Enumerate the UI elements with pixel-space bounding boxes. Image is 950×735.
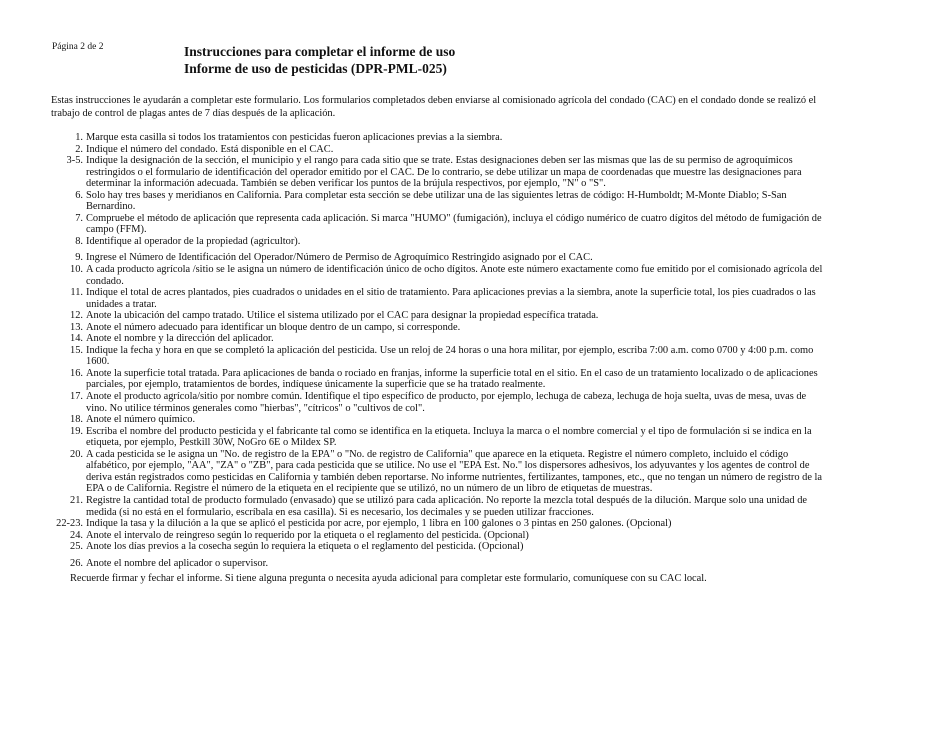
item-number: 24. bbox=[70, 529, 83, 541]
item-text: A cada producto agrícola /sitio se le asigna un número de identificación único de ocho dígitos. Anote este número exactamente como fue emitido por el comisionado agrícola del condado. bbox=[86, 264, 823, 287]
list-item bbox=[50, 426, 840, 449]
list-item bbox=[50, 541, 840, 553]
list-item bbox=[50, 322, 840, 334]
item-text: Registre la cantidad total de producto formulado (envasado) que se utilizó para cada aplicación. No reporte la mezcla total después de la dilución. Marque solo una unidad de medida (si no está en el formulario, escríbala en esa casilla). Si es necesario, los decimales y se pueden utilizar fracciones. bbox=[86, 494, 808, 518]
item-text: Anote el producto agrícola/sitio por nombre común. Identifique el tipo específico de producto, por ejemplo, lechuga de cabeza, lechuga de hoja suelta, uvas de mesa, uvas de vino. No utilice términos generales como "hierbas", "cítricos" o "cultivos de col". bbox=[86, 391, 807, 414]
list-item bbox=[50, 287, 840, 310]
item-text: Escriba el nombre del producto pesticida y el fabricante tal como se identifica en la etiqueta. Incluya la marca o el nombre comercial y el tipo de formulación si se indica en la etiqueta, por ejemplo, Pestkill 30W, NoGro 6E o Mildex SP. bbox=[86, 425, 812, 449]
item-number: 3-5. bbox=[66, 155, 83, 167]
list-item bbox=[50, 518, 840, 530]
item-text: Anote el número adecuado para identificar un bloque dentro de un campo, si corresponde. bbox=[86, 321, 461, 333]
item-number: 21. bbox=[70, 494, 83, 506]
item-text: Anote la superficie total tratada. Para aplicaciones de banda o rociado en franjas, informe la superficie total en el sitio. En el caso de un tratamiento localizado o de aplicaciones parciales, por ejemplo, tratamientos de bordes, indíquese únicamente la superficie que se ha tratado realmente. bbox=[86, 367, 818, 391]
item-text: Anote el nombre del aplicador o supervisor. bbox=[86, 557, 269, 569]
instruction-list bbox=[50, 132, 840, 585]
item-number: 16. bbox=[70, 367, 83, 379]
item-number: 8. bbox=[75, 235, 83, 247]
item-text: Anote el nombre y la dirección del aplicador. bbox=[86, 333, 274, 345]
item-number: 22-23. bbox=[56, 518, 83, 530]
item-number: 7. bbox=[75, 212, 83, 224]
closing-note: Recuerde firmar y fechar el informe. Si tiene alguna pregunta o necesita ayuda adicional para completar este formulario, comuníquese con su CAC local. bbox=[70, 573, 707, 585]
list-item bbox=[50, 345, 840, 368]
list-item bbox=[50, 414, 840, 426]
item-number: 13. bbox=[70, 321, 83, 333]
item-number: 19. bbox=[70, 425, 83, 437]
item-number: 20. bbox=[70, 448, 83, 460]
item-text: Indique el número del condado. Está disponible en el CAC. bbox=[86, 143, 334, 155]
item-number: 18. bbox=[70, 414, 83, 426]
item-text: Anote el número químico. bbox=[86, 414, 196, 426]
list-item bbox=[50, 368, 840, 391]
item-text: Ingrese el Número de Identificación del Operador/Número de Permiso de Agroquímico Restringido asignado por el CAC. bbox=[86, 252, 593, 264]
item-text: Solo hay tres bases y meridianos en California. Para completar esta sección se debe utilizar una de las siguientes letras de código: H-Humboldt; M-Monte Diablo; S-San Bernardino. bbox=[86, 189, 787, 213]
list-item bbox=[50, 144, 840, 156]
list-item bbox=[50, 495, 840, 518]
item-number: 2. bbox=[75, 143, 83, 155]
list-item bbox=[50, 132, 840, 144]
list-item bbox=[50, 558, 840, 570]
list-item bbox=[50, 449, 840, 495]
title-line-1: Instrucciones para completar el informe de uso bbox=[184, 44, 456, 59]
item-number: 15. bbox=[70, 344, 83, 356]
list-item bbox=[50, 264, 840, 287]
item-text: A cada pesticida se le asigna un "No. de registro de la EPA" o "No. de registro de California" que aparece en la etiqueta. Registre el número completo, incluido el código alfabético, por ejemplo, "AA", "ZA" o "ZB", para cada pesticida que se utilice. No use el "EPA Est. No." los dispersores adhesivos, los adyuvantes y los agentes de control de deriva están registrados como pesticidas en California y también deben reportarse. No informe nutrientes, fertilizantes, tampones, etc., que no tengan un número de registro de la EPA o de California. Registre el número de la etiqueta en el recipiente que se utilizó, no un número de un libro de etiquetas de muestras. bbox=[86, 448, 823, 495]
list-item bbox=[50, 236, 840, 248]
intro-paragraph: Estas instrucciones le ayudarán a completar este formulario. Los formularios completados deben enviarse al comisionado agrícola del condado (CAC) en el condado donde se realizó el trabajo de control de plagas antes de 7 días después de la aplicación. bbox=[51, 95, 817, 120]
list-item bbox=[50, 391, 840, 414]
item-text: Anote el intervalo de reingreso según lo requerido por la etiqueta o el reglamento del pesticida. (Opcional) bbox=[86, 529, 529, 541]
page-title bbox=[184, 43, 455, 77]
item-text: Indique la tasa y la dilución a la que se aplicó el pesticida por acre, por ejemplo, 1 libra en 100 galones o 3 pintas en 250 galones. (Opcional) bbox=[86, 518, 672, 530]
item-text: Compruebe el método de aplicación que representa cada aplicación. Si marca "HUMO" (fumigación), incluya el código numérico de cuatro dígitos del método de fumigación de campo (FFM). bbox=[86, 212, 822, 236]
item-number: 14. bbox=[70, 333, 83, 345]
item-text: Indique el total de acres plantados, pies cuadrados o unidades en el sitio de tratamiento. Para aplicaciones previas a la siembra, anote la superficie total, los pies cuadrados o las unidades a tratar. bbox=[86, 287, 816, 310]
item-number: 10. bbox=[70, 264, 83, 276]
list-item bbox=[50, 155, 840, 190]
item-text: Identifique al operador de la propiedad (agricultor). bbox=[86, 235, 301, 247]
list-item bbox=[50, 333, 840, 345]
item-text: Anote la ubicación del campo tratado. Utilice el sistema utilizado por el CAC para designar la propiedad específica tratada. bbox=[86, 310, 599, 322]
item-number: 6. bbox=[75, 189, 83, 201]
item-number: 1. bbox=[75, 132, 83, 143]
item-number: 25. bbox=[70, 541, 83, 553]
item-text: Anote los días previos a la cosecha según lo requiera la etiqueta o el reglamento del pesticida. (Opcional) bbox=[86, 541, 524, 553]
item-number: 12. bbox=[70, 310, 83, 322]
item-text: Indique la designación de la sección, el municipio y el rango para cada sitio que se trate. Estas designaciones deben ser las mismas que las de su permiso de agroquímicos restringidos o el formulario de identificación del operador emitido por el CAC. De lo contrario, se debe utilizar un mapa de coordenadas que muestre las designaciones para determinar la información adecuada. También se deben verificar los puntos de la brújula respectivos, por ejemplo, "N" o "S". bbox=[86, 155, 802, 190]
item-text: Indique la fecha y hora en que se completó la aplicación del pesticida. Use un reloj de 24 horas o una hora militar, por ejemplo, escriba 7:00 a.m. como 0700 y 4:00 p.m. como 1600. bbox=[86, 344, 814, 368]
list-item bbox=[50, 252, 840, 264]
list-item bbox=[50, 190, 840, 213]
item-text: Marque esta casilla si todos los tratamientos con pesticidas fueron aplicaciones previas a la siembra. bbox=[86, 132, 503, 143]
page-number: Página 2 de 2 bbox=[52, 42, 104, 52]
item-number: 11. bbox=[70, 287, 83, 299]
item-number: 17. bbox=[70, 391, 83, 403]
list-item bbox=[50, 213, 840, 236]
list-item bbox=[50, 530, 840, 542]
list-item bbox=[50, 310, 840, 322]
title-line-2: Informe de uso de pesticidas (DPR-PML-025) bbox=[184, 61, 447, 76]
item-number: 26. bbox=[70, 557, 83, 569]
item-number: 9. bbox=[75, 252, 83, 264]
